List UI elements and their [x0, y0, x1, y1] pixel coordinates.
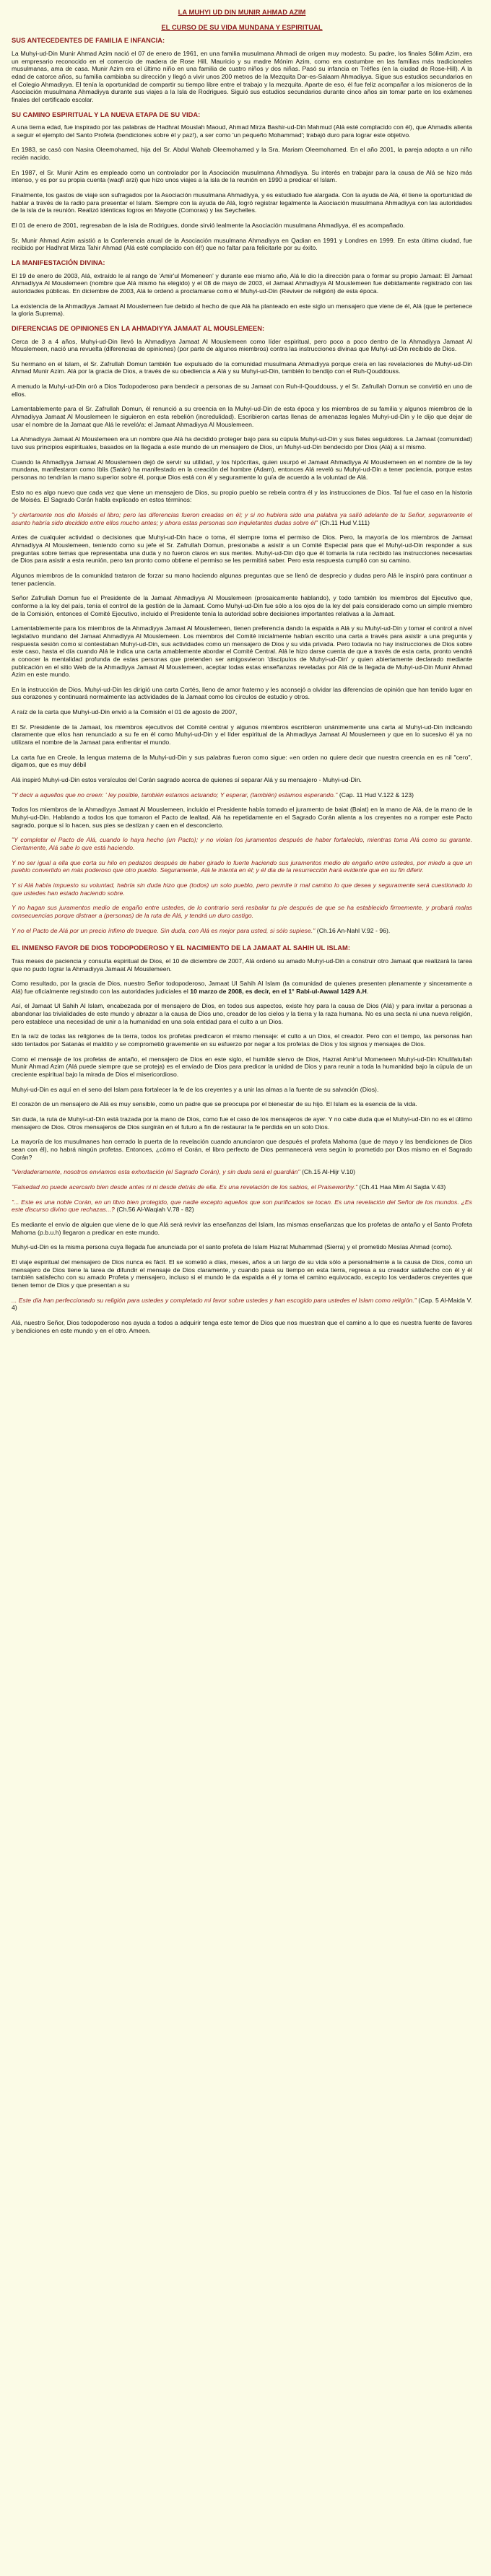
paragraph: Alá inspiró Muhyi-ud-Din estos versículos del Corán sagrado acerca de quienes sí separar Alá y su mensajero - Muhyi-ud-Din.	[12, 776, 362, 784]
paragraph: El corazón de un mensajero de Alá es muy sensible, como un padre que se preocupa por el bienestar de su hijo. El Islam es la esencia de la vida.	[12, 1100, 417, 1108]
paragraph: Muhyi-ud-Din es aquí en el seno del Islam para fortalecer la fe de los creyentes y a unir las almas a la fuente de su salvación (Dios).	[12, 1085, 379, 1093]
quote-paragraph	[12, 904, 472, 919]
quote-paragraph	[12, 882, 472, 897]
paragraph: El 01 de enero de 2001, regresaban de la isla de Rodrigues, donde sirvió lealmente la Asociación musulmana Ahmadiyya, él es acompañado.	[12, 222, 405, 230]
quote-paragraph	[12, 791, 472, 799]
quote-reference: (Ch.41 Haa Mim Al Sajda V.43)	[359, 1183, 446, 1191]
quote-paragraph	[12, 836, 472, 851]
paragraph: En 1987, el Sr. Munir Azim es empleado como un controlador por la Asociación musulmana Ahmadiyya. Su interés en trabajar para la causa de Alá se hizo más intenso, y es por su propia cuenta (waqfi arzi) que hizo unos viajes a la isla de la reunión en 1990 a predicar el Islam.	[12, 168, 472, 184]
page-subtitle: EL CURSO DE SU VIDA MUNDANA Y ESPIRITUAL	[161, 22, 323, 31]
quran-quote: "Falsedad no puede acercarlo bien desde antes ni ni desde detrás de ella. Es una revelación de los sabios, el Praiseworthy."	[12, 1183, 358, 1191]
quote-reference: (Ch.15 Al-Hijr V.10)	[302, 1168, 356, 1176]
paragraph: Su hermano en el Islam, el Sr. Zafrullah Domun también fue expulsado de la comunidad musulmana Ahmadiyya porque creía en las revelaciones de Muhyi-ud-Din Ahmad Munir Azim. Alá por la gracia de Dios, a través de su obediencia a Alá y su Muhyi-ud-Din, también lo bendijo con el Ruh-Qouddouss.	[12, 360, 472, 375]
section-heading: LA MANIFESTACIÓN DIVINA:	[12, 259, 105, 266]
quran-quote: "... Este es una noble Corán, en un libro bien protegido, que nadie excepto aquellos que son purificados se tocan. Es una revelación del Señor de los mundos. ¿Es este discurso divino que rechazas...?	[12, 1198, 472, 1214]
quote-paragraph	[12, 1168, 472, 1176]
paragraph: Sr. Munir Ahmad Azim asistió a la Conferencia anual de la Asociación musulmana Ahmadiyya en Qadian en 1991 y Londres en 1999. En esta última ciudad, fue recibido por Hadhrat Mirza Tahir Ahmad (Alá esté complacido con él!) que no faltar para felicitarle por su éxito.	[12, 236, 472, 252]
paragraph: Lamentablemente para el Sr. Zafrullah Domun, él renunció a su creencia en la Muhyi-ud-Din de esta época y los miembros de su familia y algunos miembros de la Ahmadiyya Jamaat Al Mouslemeen le siguieron en esta rebelión (incredulidad). Escribieron cartas llenas de amenazas legales Muhyi-ud-Din y le dijo que dejar de usar el nombre de la Jamaat que Alá le reveló/a: el Jamaat Ahmadiyya Al Mouslemeen.	[12, 405, 472, 428]
paragraph: Finalmente, los gastos de viaje son sufragados por la Asociación musulmana Ahmadiyya, y es estudiado fue alargada. Con la ayuda de Alá, él tiene la oportunidad de hablar a través de la radio para presentar el Islam. Siempre con la ayuda de Alá, logró registrar legalmente la Asociación musulmana Ahmadiyya con las autoridades de la isla de la reunión. Realizó idénticas logros en Mayotte (Comoras) y las Seychelles.	[12, 191, 472, 214]
paragraph: Todos los miembros de la Ahmadiyya Jamaat Al Mouslemeen, incluido el Presidente había tomado el juramento de baiat (Baiat) en la mano de Alá, de la mano de la Muhyi-ud-Din. Hablando a todos los que tomaron el Pacto de lealtad, Alá ha repetidamente en el Sagrado Corán alienta a los creyentes no a romper este Pacto sagrado, porque si lo hacen, sus pies se destizan y caen en el desconcierto.	[12, 806, 472, 829]
paragraph: La Muhyi-ud-Din Munir Ahmad Azim nació el 07 de enero de 1961, en una familia musulmana Ahmadi de origen muy modesto. Su padre, los finales Sólim Azim, era un empresario reconocido en el comercio de madera de Rose Hill, Mauricio y su madre Mónim Azim, como era costumbre en las familias más tradicionales musulmanas, ama de casa. Munir Azim era el último niño en una familia de cuatro niños y dos niñas. Pasó su infancia en Tréfles (en la ciudad de Rose-Hill). A la edad de catorce años, su familia cambiaba su dirección y llegó a vivir unos 200 metros de la Mezquita Dar-es-Salaam Ahmadiyya. Sigue sus estudios secundarios en el Colegio Ahmadiyya. El tenía la oportunidad de compartir su tiempo libre entre el trabajo y la mezquita. Aparte de eso, él fue feliz acompañar a los misioneros de la Asociación musulmana Ahmadiyya durante sus viajes a la Isla de Rodrigues. Siguió sus estudios secundarios durante cinco años sin tomar parte en los exámenes finales del certificado escolar.	[12, 49, 472, 103]
paragraph: En la instrucción de Dios, Muhyi-ud-Din les dirigió una carta Cortés, lleno de amor fraterno y les aconsejó a olvidar las diferencias de opinión que han tenido lugar en sus corazones y continuará normalmente las actividades de la Jamaat como los círculos de estudio y otros.	[12, 685, 472, 701]
paragraph: El 19 de enero de 2003, Alá, extraído le al rango de 'Amir'ul Momeneen' y durante ese mismo año, Alá le dio la dirección para o formar su propio Jamaat: El Jamaat Ahmadiyya Al Mouslemeen (nombre que Alá mismo ha elegido) y el 08 de mayo de 2003, el Jamaat Ahmadiyya Al Mouslemeen fue debidamente registrado con las autoridades públicas. En diciembre de 2003, Alá le ordenó a proclamarse como el Muhyi-ud-Din (Reviver de religión) de esta época.	[12, 271, 472, 295]
paragraph: Esto no es algo nuevo que cada vez que viene un mensajero de Dios, su propio pueblo se rebela contra él y las instrucciones de Dios. Tal fue el caso en la historia de Moisés. El Sagrado Corán habla explicado en estos términos:	[12, 488, 472, 504]
registration-date: 10 marzo de 2008, es decir, en el 1° Rabi-ul-Awwal 1429 A.H	[190, 987, 367, 995]
section-heading: EL INMENSO FAVOR DE DIOS TODOPODEROSO Y EL NACIMIENTO DE LA JAMAAT AL SAHIH UL ISLAM:	[12, 944, 350, 952]
quote-paragraph	[12, 927, 472, 935]
quote-paragraph	[12, 1183, 472, 1191]
paragraph-text: Como resultado, por la gracia de Dios, nuestro Señor todopoderoso, Jamaat Ul Sahih Al Islam (la comunidad de quienes presenten plenamente y sinceramente a Alá) fue oficialmente registrado con las autoridades judiciales el	[12, 980, 472, 995]
quote-reference: (Ch.16 An-Nahl V.92 - 96).	[316, 926, 391, 934]
paragraph: Tras meses de paciencia y consulta espiritual de Dios, el 10 de diciembre de 2007, Alá ordenó su amado Muhyi-ud-Din a construir otro Jamaat que realizará la tarea que no pudo lograr la Ahmadiyya Jamaat Al Mouslemeen.	[12, 957, 472, 972]
paragraph: Cerca de 3 a 4 años, Muhyi-ud-Din llevó la Ahmadiyya Jamaat Al Mouslemeen como líder espiritual, pero poco a poco dentro de la Ahmadiyya Jamaat Al Mouslemeen, nació una revuelta (diferencias de opiniones) (por parte de algunos miembros) contra las instrucciones divinas que Muhyi-ud-Din recibido de Dios.	[12, 337, 472, 353]
section-heading: DIFERENCIAS DE OPINIONES EN LA AHMADIYYA JAMAAT AL MOUSLEMEEN:	[12, 324, 265, 332]
quran-quote: ... Este día han perfeccionado su religión para ustedes y completado mi favor sobre ustedes y han escogido para ustedes el Islam como religión."	[12, 1296, 417, 1304]
paragraph: A una tierna edad, fue inspirado por las palabras de Hadhrat Mouslah Maoud, Ahmad Mirza Bashir-ud-Din Mahmud (Alá esté complacido con él), que Ahmadis alienta a seguir el ejemplo del Santo Profeta (bendiciones sobre él y paz!), a ser como 'un pequeño Mohammad'; trabajó duro para lograr este objetivo.	[12, 123, 472, 139]
paragraph: Es mediante el envío de alguien que viene de lo que Alá será revivir las enseñanzas del Islam, las mismas enseñanzas que los profetas de antaño y el Santo Profeta Mahoma (p.b.u.h) llegaron a predicar en este mundo.	[12, 1220, 472, 1236]
paragraph: El viaje espiritual del mensajero de Dios nunca es fácil. El se sometió a días, meses, años a un largo de su vida sólo a personalmente a la causa de Dios, como un mensajero de Dios tiene la tarea de difundir el mensaje de Dios claramente, y cuando pasa su tiempo en esta tierra, regresa a su creador satisfecho con él y él también satisfecho con su amado Profeta y mensajero, incluso si el mundo le da espalda a él y toma el camino equivocado, excepto los verdaderos creyentes que tienen temor de Dios y que presentan a su	[12, 1258, 472, 1289]
paragraph: La Ahmadiyya Jamaat Al Mouslemeen era un nombre que Alá ha decidido proteger bajo para su cúpula Muhyi-ud-Din y sus fieles seguidores. La Jamaat (comunidad) tuvo sus principios espirituales, basados en la llegada a este mundo de un mensajero de Dios, un Muhyi-ud-Din bendecido por Dios (Alá) a sí mismo.	[12, 435, 472, 451]
paragraph: Muhyi-ud-Din es la misma persona cuya llegada fue anunciada por el santo profeta de Islam Hazrat Muhammad (Sierra) y el prometido Mesías Ahmad (como).	[12, 1243, 453, 1251]
quran-quote: Y no el Pacto de Alá por un precio ínfimo de trueque. Sin duda, con Alá es mejor para usted, si sólo supiese."	[12, 926, 316, 934]
quran-quote: Y no ser igual a ella que corta su hilo en pedazos después de haber girado lo fuerte haciendo sus juramentos medio de engaño entre ustedes, por miedo a que un pueblo convertido en más poderoso que otro pueblo. Seguramente, Alá le intenta en él; y él dia de la resurrección hará evidente que en su fin diferir.	[12, 858, 472, 874]
paragraph: Cuando la Ahmadiyya Jamaat Al Mouslemeen dejó de servir su utilidad, y los hipócritas, quien usurpó el Jamaat Ahmadiyya Al Mouslemeen en el nombre de la ley mundana, manifestaron como Iblis (Satán) ha manifestado en la creación del hombre (Adam), entonces Alá reveló su Muhyi-ud-Din a tener paciencia, porque estas personas no tendrían la mano superior sobre él, porque Dios está con él y seguramente lo guía de acuerdo a la voluntad de Alá.	[12, 458, 472, 482]
paragraph: Antes de cualquier actividad o decisiones que Muhyi-ud-Din hace o toma, él siempre toma el permiso de Dios. Pero, la mayoría de los miembros de Jamaat Ahmadiyya Al Mouslemeen, teniendo como su jefe el Sr. Zafrullah Domun, presionaba a asistir a un Comité Especial para que el Muhyi-ud-Din responder a sus preguntas sobre temas que representaba una duda y no fueron claros en sus mentes. Muhyi-ud-Din dijo que él tomaría la ruta recibido las instrucciones necesarias de Dios para asistir a esta reunión, pero tan pronto como obtiene el permiso se les permitirá saber. Pero esta respuesta cumplió con su camino.	[12, 534, 472, 565]
quote-paragraph	[12, 511, 472, 526]
section-heading: SUS ANTECEDENTES DE FAMILIA E INFANCIA:	[12, 37, 165, 45]
quote-reference: (Cap. 5 Al-Maida V. 4)	[12, 1296, 472, 1312]
section-heading: SU CAMINO ESPIRITUAL Y LA NUEVA ETAPA DE SU VIDA:	[12, 110, 201, 118]
paragraph: La carta fue en Creole, la lengua materna de la Muhyi-ud-Din y sus palabras fueron como sigue: «en orden no quiere decir que nuestra creencia en es nil "cero", digamos, que es muy débil	[12, 753, 472, 769]
paragraph: El Sr. Presidente de la Jamaat, los miembros ejecutivos del Comité central y algunos miembros escribieron unánimemente una carta al Muhyi-ud-Din indicando claramente que ellos han renunciado a su fe en él como Muhyi-ud-Din y el líder espiritual de la Ahmadiyya Jamaat Al Mouslemeen y que en lo sucesivo él ya no utilizara el nombre de la Jamaat para enfrentar el mundo.	[12, 723, 472, 747]
paragraph: La existencia de la Ahmadiyya Jamaat Al Mouslemeen fue debido al hecho de que Alá ha planteado en este siglo un mensajero que viene de él, Alá (que le pertenece la gloria Suprema).	[12, 302, 472, 318]
paragraph: Así, el Jamaat Ul Sahih Al Islam, encabezada por el mensajero de Dios, en todos sus aspectos, existe hoy para la causa de Dios (Alá) y para invitar a personas a abandonar las trivialidades de este mundo y abrazar a la causa de Dios uno, creador de los cielos y la tierra y la raza humana. No es una secta ni una nueva religión, pero establece una necesidad de unir a la humanidad en una sola entidad para el culto a un Dios.	[12, 1002, 472, 1025]
paragraph: En 1983, se casó con Nasira Oleemohamed, hija del Sr. Abdul Wahab Oleemohamed y la Sra. Mariam Oleemohamed. En el año 2001, la pareja adopta a un niño recién nacido.	[12, 146, 472, 162]
quran-quote: "Verdaderamente, nosotros enviamos esta exhortación (el Sagrado Corán), y sin duda será el guardián"	[12, 1168, 300, 1176]
paragraph: Como resultado, por la gracia de Dios, nuestro Señor todopoderoso, Jamaat Ul Sahih Al Islam (la comunidad de quienes presenten plenamente y sinceramente a Alá) fue oficialmente registrado con las autoridades judiciales el 10 marzo de 2008, es decir, en el 1° Rabi-ul-Awwal 1429 A.H.	[12, 980, 472, 995]
paragraph: Alá, nuestro Señor, Dios todopoderoso nos ayuda a todos a adquirir tenga este temor de Dios que nos muestran que el camino a lo que es nuestra fuente de favores y bendiciones en este mundo y en el otro. Ameen.	[12, 1318, 472, 1334]
quran-quote: Y no hagan sus juramentos medio de engaño entre ustedes, de lo contrario será resbalar tu pie después de que se ha establecido firmemente, y probará malas consecuencias porque distraer a (personas) de la ruta de Alá, y tendrá un duro castigo.	[12, 904, 472, 919]
quote-paragraph	[12, 1297, 472, 1312]
paragraph: Sin duda, la ruta de Muhyi-ud-Din está trazada por la mano de Dios, como fue el caso de los mensajeros de ayer. Y no cabe duda que el Muhyi-ud-Din no es el último mensajero de Dios. Otros mensajeros de Dios surgirán en el futuro a fin de restaurar la fe perdida en un solo Dios.	[12, 1115, 472, 1131]
quran-quote: "Y decir a aquellos que no creen: ' ley posible, también estamos actuando; Y esperar, (también) estamos esperando."	[12, 791, 338, 799]
paragraph: En la raíz de todas las religiones de la tierra, todos los profetas predicaron el mismo mensaje: el culto a un Dios, el creador. Pero con el tiempo, las personas han sido tentados por Satanás el maldito y se comprometió gravemente en su esfuerzo por negar a los profetas de Dios y los signos y mensajes de Dios.	[12, 1032, 472, 1048]
page-title: LA MUHYI UD DIN MUNIR AHMAD AZIM	[178, 8, 306, 16]
quran-quote: Y si Alá había impuesto su voluntad, habría sin duda hizo que (todos) un solo pueblo, pero permite ir mal camino lo que desea y seguramente será cuestionado lo que ustedes han estado haciendo sobre.	[12, 881, 472, 897]
paragraph: A raíz de la carta que Muhyi-ud-Din envió a la Comisión el 01 de agosto de 2007,	[12, 708, 238, 716]
quote-reference: (Ch.56 Al-Waqiah V.78 - 82)	[116, 1206, 194, 1214]
quote-paragraph	[12, 1198, 472, 1214]
paragraph: Señor Zafrullah Domun fue el Presidente de la Jamaat Ahmadiyya Al Mouslemeen (prosaicamente hablando), y todo también los miembros del Ejecutivo que, conforme a la ley del país, tenía el control de la gestión de la Jamaat. Como Muhyi-ud-Din fue sólo a los ojos de la ley del país considerado como un simple miembro de la Comisión, entonces el Comité Ejecutivo, incluido el Presidente tenía la autoridad sobre decisiones importantes relativas a la Jamaat.	[12, 594, 472, 617]
paragraph: A menudo la Muhyi-ud-Din oró a Dios Todopoderoso para bendecir a personas de su Jamaat con Ruh-il-Qouddouss, y el Sr. Zafrullah Domun se convirtió en uno de ellos.	[12, 383, 472, 398]
quran-quote: "Y completar el Pacto de Alá, cuando lo haya hecho (un Pacto); y no violan los juramentos después de haber fortalecido, mientras toma Alá como su garante. Ciertamente, Alá sabe lo que está haciendo.	[12, 836, 472, 851]
quran-quote: "y ciertamente nos dio Moisés el libro; pero las diferencias fueron creadas en él; y si no hubiera sido una palabra ya salió adelante de tu Señor, seguramente el asunto habría sido decidido entre ellos mucho antes; y ahora estas personas son inquietantes dudas sobre él"	[12, 511, 472, 526]
paragraph: La mayoría de los musulmanes han cerrado la puerta de la revelación cuando anunciaron que después el profeta Mahoma (que de mayo y las bendiciones de Dios sean con él), no habrá ningún profetas. Entonces, ¿cómo el Corán, el libro perfecto de Dios permanecerá vera según lo prometido por Dios mismo en el Sagrado Corán?	[12, 1138, 472, 1161]
paragraph: Lamentablemente para los miembros de la Ahmadiyya Jamaat Al Mouslemeen, tienen preferencia dando la espalda a Alá y su Muhyi-ud-Din y tomar el control a nivel legislativo mundano del Jamaat Ahmadiyya Al Mouslemeen. Los miembros del Comité inicialmente habían escrito una carta a través para asistir a una pregunta y respuesta sesión como si contestaban Muhyi-ud-Din, sus actividades como un mensajero de Dios y su vida privada. Pero todavía no hay instrucciones de Dios sobre este caso, hasta el día cuando Alá le indica una carta amablemente abordar el Comité Central. Alá le hizo darse cuenta de que a través de esta carta, pronto vendrá a conocer la mentalidad profunda de estas personas que pretenden ser amigosvieron 'discípulos de Muhyi-ud-Din' y quien abiertamente declarado mediante publicación en el sitio Web de la Ahmadiyya Jamaat Al Mouslemeen, aceptar todas estas enseñanzas reveladas por Alá de la llegada de Muhyi-ud-Din Munir Ahmad Azim en este mundo.	[12, 625, 472, 679]
paragraph: Algunos miembros de la comunidad trataron de forzar su mano haciendo algunas preguntas que se llenó de desprecio y dudas pero Alá le inspiró para continuar a tener paciencia.	[12, 571, 472, 587]
quote-reference: (Ch.11 Hud V.111)	[319, 518, 370, 526]
quote-reference: (Cap. 11 Hud V.122 & 123)	[339, 791, 414, 799]
quote-paragraph	[12, 859, 472, 874]
paragraph: Como el mensaje de los profetas de antaño, el mensajero de Dios en este siglo, el humilde siervo de Dios, Hazrat Amir'ul Momeneen Muhyi-ud-Din Khulifatullah Munir Ahmad Azim (Alá puede siempre que se proteja) es el enviado de Dios para predicar la unidad de Dios y para reunir a toda la humanidad bajo la cúpula de un creciente espiritual bajo la mirada de Dios el misericordioso.	[12, 1055, 472, 1079]
